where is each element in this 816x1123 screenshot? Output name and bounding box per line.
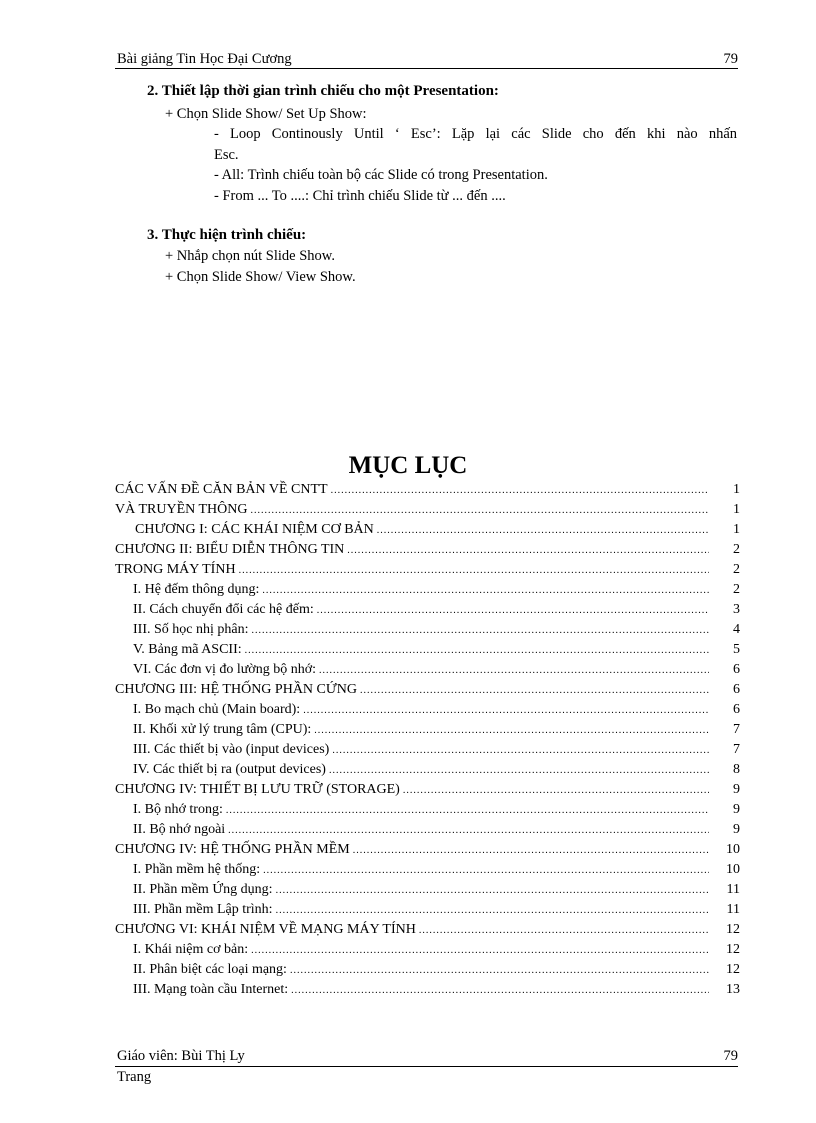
toc-dot-leader [250, 501, 709, 520]
toc-entry-label: III. Các thiết bị vào (input devices) [133, 742, 330, 757]
toc-dot-leader [353, 841, 709, 860]
toc-dot-leader [331, 481, 709, 500]
toc-entry-label: III. Mạng toàn cầu Internet: [133, 982, 289, 997]
toc-entry-label: II. Cách chuyển đổi các hệ đếm: [133, 602, 314, 617]
toc-entry-label: CHƯƠNG III: HỆ THỐNG PHẦN CỨNG [115, 682, 357, 697]
toc-entry-label: CHƯƠNG II: BIỂU DIỄN THÔNG TIN [115, 542, 345, 557]
toc-dot-leader [419, 921, 709, 940]
toc-dot-leader [317, 601, 709, 620]
toc-dot-leader [239, 561, 709, 580]
toc-dot-leader [290, 961, 709, 980]
toc-entry-page: 7 [733, 722, 740, 737]
toc-entry[interactable] [115, 680, 740, 699]
toc-entry-label: II. Phần mềm Ứng dụng: [133, 882, 273, 897]
toc-dot-leader [377, 521, 709, 540]
toc-entry-page: 12 [726, 922, 740, 937]
toc-dot-leader [226, 801, 709, 820]
toc-dot-leader [403, 781, 709, 800]
toc-dot-leader [245, 641, 709, 660]
toc-entry[interactable] [115, 620, 740, 639]
toc-entry[interactable] [115, 720, 740, 739]
toc-dot-leader [303, 701, 709, 720]
toc-entry-label: CHƯƠNG IV: THIẾT BỊ LƯU TRỮ (STORAGE) [115, 782, 400, 797]
section-2-line: Esc. [214, 147, 239, 163]
page-header [115, 50, 738, 69]
toc-entry[interactable] [115, 760, 740, 779]
section-2-line: + Chọn Slide Show/ Set Up Show: [165, 106, 367, 122]
toc-entry[interactable] [115, 580, 740, 599]
toc-entry-page: 7 [733, 742, 740, 757]
toc-entry[interactable] [115, 480, 740, 499]
toc-entry-label: I. Khái niệm cơ bản: [133, 942, 249, 957]
toc-dot-leader [276, 881, 709, 900]
toc-title: MỤC LỤC [348, 452, 468, 479]
toc-entry-label: I. Bo mạch chủ (Main board): [133, 702, 301, 717]
toc-entry-page: 11 [726, 902, 740, 917]
toc-entry-page: 1 [733, 522, 740, 537]
toc-dot-leader [263, 861, 709, 880]
toc-entry-page: 12 [726, 962, 740, 977]
toc-entry[interactable] [115, 940, 740, 959]
toc-entry-page: 12 [726, 942, 740, 957]
toc-entry[interactable] [115, 660, 740, 679]
toc-entry-page: 5 [733, 642, 740, 657]
toc-entry-label: CHƯƠNG I: CÁC KHÁI NIỆM CƠ BẢN [135, 522, 374, 537]
footer-trang-label: Trang [117, 1069, 152, 1085]
toc-dot-leader [262, 581, 709, 600]
toc-dot-leader [251, 941, 709, 960]
footer-page-number: 79 [723, 1048, 738, 1064]
toc-entry-page: 11 [726, 882, 740, 897]
toc-entry-page: 10 [726, 842, 740, 857]
toc-entry[interactable] [115, 980, 740, 999]
section-2-title: 2. Thiết lập thời gian trình chiếu cho một Presentation: [147, 83, 499, 99]
toc-entry-label: CHƯƠNG IV: HỆ THỐNG PHẦN MỀM [115, 842, 350, 857]
toc-entry-label: II. Khối xử lý trung tâm (CPU): [133, 722, 312, 737]
toc-entry-page: 2 [733, 582, 740, 597]
toc-entry-page: 10 [726, 862, 740, 877]
toc-entry-label: VÀ TRUYỀN THÔNG [115, 502, 248, 517]
toc-entry-page: 8 [733, 762, 740, 777]
section-3-title: 3. Thực hiện trình chiếu: [147, 227, 307, 243]
toc-dot-leader [251, 621, 709, 640]
toc-entry-label: I. Bộ nhớ trong: [133, 802, 223, 817]
toc-dot-leader [314, 721, 709, 740]
toc-entry[interactable] [115, 840, 740, 859]
toc-entry-label: III. Số học nhị phân: [133, 622, 249, 637]
toc-entry[interactable] [115, 820, 740, 839]
toc-entry-page: 9 [733, 802, 740, 817]
toc-dot-leader [276, 901, 709, 920]
toc-entry-page: 6 [733, 682, 740, 697]
toc-entry-page: 1 [733, 482, 740, 497]
toc-entry[interactable] [115, 500, 740, 519]
toc-entry-page: 2 [733, 562, 740, 577]
toc-dot-leader [319, 661, 709, 680]
toc-entry-label: VI. Các đơn vị đo lường bộ nhớ: [133, 662, 317, 677]
toc-entry-label: I. Hệ đếm thông dụng: [133, 582, 260, 597]
section-2-line: - All: Trình chiếu toàn bộ các Slide có trong Presentation. [214, 167, 548, 183]
section-2-line: - From ... To ....: Chỉ trình chiếu Slide từ ... đến .... [214, 188, 506, 204]
toc-entry[interactable] [115, 740, 740, 759]
toc-entry-label: III. Phần mềm Lập trình: [133, 902, 273, 917]
toc-entry-label: II. Bộ nhớ ngoài [133, 822, 226, 837]
toc-dot-leader [228, 821, 709, 840]
toc-entry[interactable] [115, 860, 740, 879]
toc-entry-label: TRONG MÁY TÍNH [115, 562, 236, 577]
toc-entry[interactable] [115, 800, 740, 819]
toc-entry[interactable] [115, 520, 740, 539]
toc-entry[interactable] [115, 600, 740, 619]
toc-entry[interactable] [115, 960, 740, 979]
toc-entry-page: 4 [733, 622, 740, 637]
toc-entry[interactable] [115, 560, 740, 579]
toc-entry[interactable] [115, 640, 740, 659]
toc-dot-leader [332, 741, 709, 760]
toc-entry[interactable] [115, 900, 740, 919]
toc-entry-page: 9 [733, 782, 740, 797]
footer-teacher: Giáo viên: Bùi Thị Ly [117, 1048, 245, 1064]
toc-entry-label: CHƯƠNG VI: KHÁI NIỆM VỀ MẠNG MÁY TÍNH [115, 922, 416, 937]
section-3-line: + Chọn Slide Show/ View Show. [165, 269, 356, 285]
toc-entry-page: 9 [733, 822, 740, 837]
toc-entry-page: 6 [733, 702, 740, 717]
header-page-number: 79 [723, 51, 738, 67]
toc-dot-leader [347, 541, 709, 560]
toc-dot-leader [291, 981, 709, 1000]
toc-entry-page: 6 [733, 662, 740, 677]
toc-entry[interactable] [115, 780, 740, 799]
toc-entry[interactable] [115, 880, 740, 899]
toc-entry-page: 2 [733, 542, 740, 557]
section-2-line: - Loop Continously Until ‘ Esc’: Lặp lại các Slide cho đến khi nào nhấn [214, 126, 737, 142]
toc-entry-page: 3 [733, 602, 740, 617]
toc-entry-page: 13 [726, 982, 740, 997]
section-3-line: + Nhắp chọn nút Slide Show. [165, 248, 335, 264]
toc-entry-label: I. Phần mềm hệ thống: [133, 862, 261, 877]
toc-entry[interactable] [115, 540, 740, 559]
toc-entry-label: IV. Các thiết bị ra (output devices) [133, 762, 326, 777]
page-footer [115, 1047, 738, 1067]
toc-entry[interactable] [115, 700, 740, 719]
toc-entry-page: 1 [733, 502, 740, 517]
toc-entry[interactable] [115, 920, 740, 939]
toc-entry-label: CÁC VẤN ĐỀ CĂN BẢN VỀ CNTT [115, 482, 328, 497]
toc-dot-leader [329, 761, 709, 780]
header-title: Bài giảng Tin Học Đại Cương [117, 51, 292, 67]
toc-entry-label: V. Bảng mã ASCII: [133, 642, 242, 657]
toc-dot-leader [360, 681, 709, 700]
toc-entry-label: II. Phân biệt các loại mạng: [133, 962, 287, 977]
